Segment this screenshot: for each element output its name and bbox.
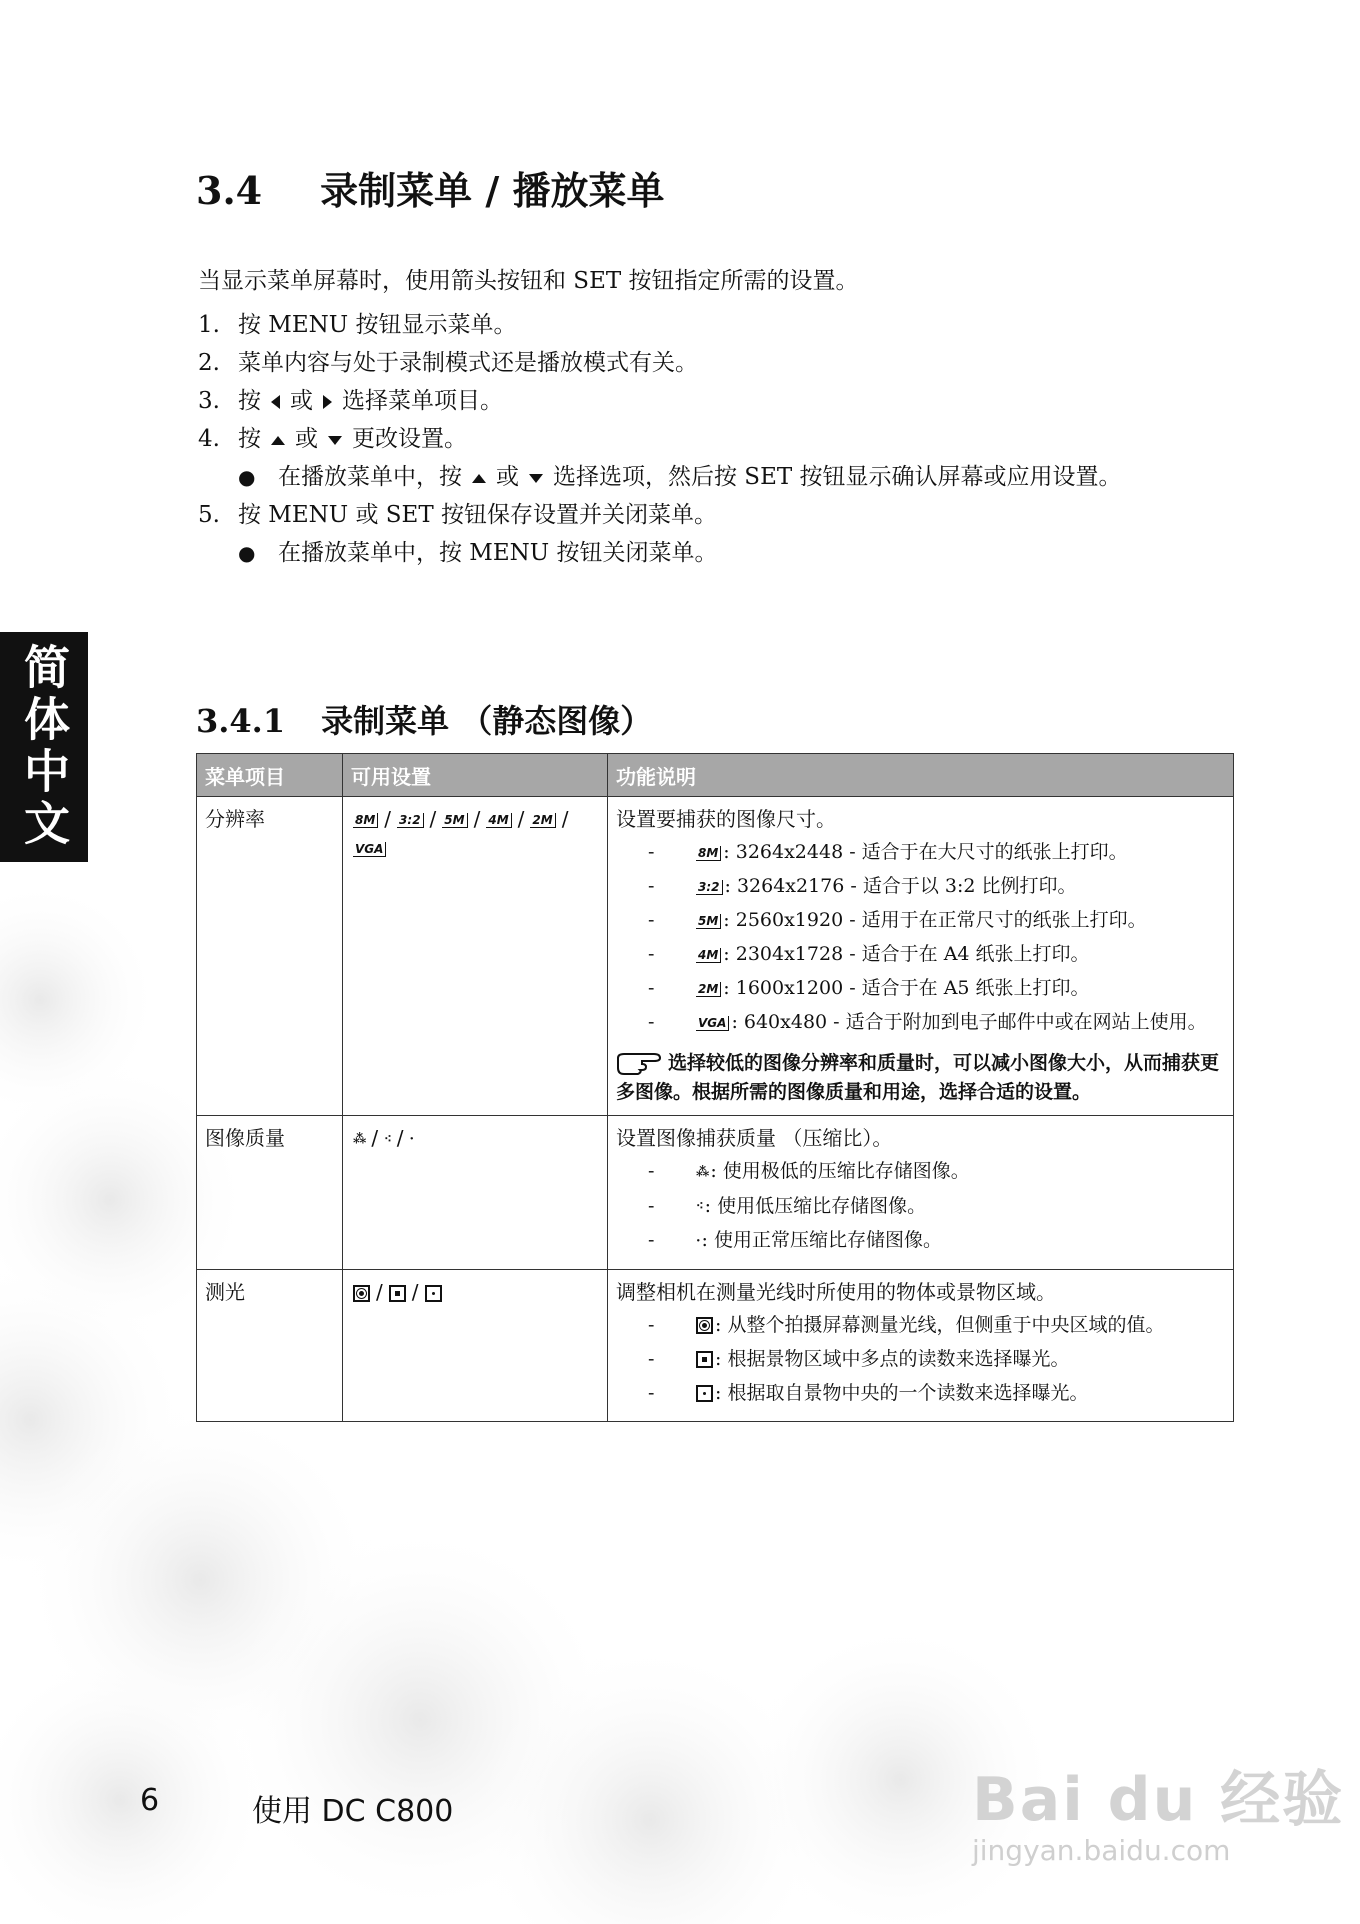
row-settings [343,1116,608,1270]
arrow-up-icon [271,436,285,445]
list-item [616,872,1225,901]
list-item [616,1226,1225,1256]
res-8m-icon: 8M [696,846,721,861]
step-4-bullet [198,458,1238,496]
list-item [616,1345,1225,1374]
step-text: 按 MENU 或 SET 按钮保存设置并关闭菜单。 [238,502,717,528]
footer-title: 使用 DC C800 [252,1794,454,1829]
dash: - [648,1381,655,1404]
step-text: 选择菜单项目。 [342,388,503,414]
step-1 [198,306,1238,344]
table-row-metering [197,1269,1234,1421]
step-text: 或 [496,464,519,490]
step-text: 或 [290,388,313,414]
dash: - [648,1229,655,1251]
menu-table [196,753,1234,1422]
row-settings [343,797,608,1116]
row-desc [608,1269,1234,1421]
table-row-quality [197,1116,1234,1270]
table-row-resolution [197,797,1234,1116]
quality-normal-icon: · [409,1132,413,1147]
res-vga-icon: VGA [696,1016,729,1031]
option-text: : 根据取自景物中央的一个读数来选择曝光。 [715,1381,1089,1404]
arrow-down-icon [529,474,543,483]
res-vga-icon: VGA [353,842,386,857]
dash: - [648,875,655,897]
list-item [616,1311,1225,1340]
section-heading [196,160,664,215]
desc-text: 设置图像捕获质量 （压缩比）。 [616,1126,893,1150]
step-text: 或 [295,426,318,452]
dash: - [648,841,655,863]
metering-center-weighted-icon [353,1285,370,1302]
step-text: 在播放菜单中，按 [278,464,462,490]
note-text: 选择较低的图像分辨率和质量时，可以减小图像大小，从而捕获更多图像。根据所需的图像质量和用途，选择合适的设置。 [616,1052,1220,1103]
option-text: : 根据景物区域中多点的读数来选择曝光。 [715,1347,1070,1370]
option-text: : 2560x1920 - 适用于在正常尺寸的纸张上打印。 [723,909,1147,931]
step-2 [198,344,1238,382]
list-item [616,1192,1225,1222]
list-item [616,940,1225,969]
section-title: 录制菜单 / 播放菜单 [320,169,665,213]
step-number: 2. [198,350,220,376]
dash: - [648,943,655,965]
step-5-bullet [198,534,1238,572]
step-text: 菜单内容与处于录制模式还是播放模式有关。 [238,350,698,376]
row-desc [608,1116,1234,1270]
step-text: 按 MENU 按钮显示菜单。 [238,312,517,338]
option-text: : 使用低压缩比存储图像。 [704,1194,927,1217]
dash: - [648,909,655,931]
subsection-title: 录制菜单 （静态图像） [321,702,653,740]
separator: / [396,1126,404,1150]
arrow-right-icon [323,395,332,409]
pointing-hand-icon [616,1052,662,1076]
step-text: 选择选项，然后按 SET 按钮显示确认屏幕或应用设置。 [553,464,1122,490]
res-2m-icon: 2M [530,813,555,828]
res-5m-icon: 5M [442,813,467,828]
separator: / [384,807,392,831]
desc-text: 调整相机在测量光线时所使用的物体或景物区域。 [616,1279,1056,1304]
header-settings: 可用设置 [343,754,608,797]
separator: / [429,807,437,831]
dash: - [648,977,655,999]
option-list [616,1157,1225,1256]
separator: / [411,1279,419,1304]
option-text: : 2304x1728 - 适合于在 A4 纸张上打印。 [723,943,1090,965]
dash: - [648,1313,655,1336]
metering-center-weighted-icon [696,1317,713,1334]
list-item [616,838,1225,867]
option-text: : 1600x1200 - 适合于在 A5 纸张上打印。 [723,977,1090,999]
quality-super-fine-icon: ⁂ [696,1164,709,1180]
bullet-icon: ● [238,465,256,489]
step-3 [198,382,1238,420]
res-5m-icon: 5M [696,914,721,929]
list-item [616,906,1225,935]
header-item: 菜单项目 [197,754,343,797]
intro-paragraph: 当显示菜单屏幕时，使用箭头按钮和 SET 按钮指定所需的设置。 [198,268,859,294]
quality-fine-icon: ⁖ [384,1132,391,1147]
step-number: 4. [198,426,220,452]
row-label: 图像质量 [197,1116,343,1270]
step-number: 3. [198,388,220,414]
desc-text: 设置要捕获的图像尺寸。 [616,807,836,831]
list-item [616,1379,1225,1408]
note [616,1049,1225,1107]
metering-multi-icon [696,1351,713,1368]
step-4 [198,420,1238,458]
option-text: : 640x480 - 适合于附加到电子邮件中或在网站上使用。 [731,1011,1207,1033]
separator: / [473,807,481,831]
list-item [616,974,1225,1003]
list-item [616,1008,1225,1037]
quality-super-fine-icon: ⁂ [353,1132,366,1147]
metering-spot-icon [425,1285,442,1302]
side-tab-label: 简体中文 [17,643,71,851]
res-8m-icon: 8M [353,813,378,828]
option-text: : 3264x2448 - 适合于在大尺寸的纸张上打印。 [723,841,1128,863]
option-text: : 从整个拍摄屏幕测量光线，但侧重于中央区域的值。 [715,1313,1165,1336]
arrow-down-icon [328,436,342,445]
dash: - [648,1011,655,1033]
step-text: 在播放菜单中，按 MENU 按钮关闭菜单。 [278,540,718,566]
option-text: : 使用正常压缩比存储图像。 [701,1229,942,1251]
dash: - [648,1347,655,1370]
steps-list [198,306,1238,572]
page-number: 6 [140,1783,160,1818]
bullet-icon: ● [238,541,256,565]
res-3-2-icon: 3:2 [696,880,723,895]
dash: - [648,1160,655,1182]
quality-normal-icon: · [696,1233,700,1249]
step-text: 按 [238,426,261,452]
subsection-heading [196,696,652,742]
option-list [616,1311,1225,1408]
step-text: 更改设置。 [352,426,467,452]
step-text: 按 [238,388,261,414]
watermark-logo: Bai du 经验 [972,1765,1345,1835]
metering-multi-icon [389,1285,406,1302]
res-2m-icon: 2M [696,982,721,997]
separator: / [371,1126,379,1150]
res-3-2-icon: 3:2 [397,813,424,828]
option-text: : 使用极低的压缩比存储图像。 [710,1160,970,1182]
option-text: : 3264x2176 - 适合于以 3:2 比例打印。 [724,875,1077,897]
subsection-number: 3.4.1 [196,702,286,740]
quality-fine-icon: ⁖ [696,1199,703,1214]
separator: / [376,1279,383,1304]
separator: / [561,807,569,831]
table-header-row [197,754,1234,797]
res-4m-icon: 4M [696,948,721,963]
watermark-url: jingyan.baidu.com [972,1834,1231,1867]
dash: - [648,1194,655,1217]
arrow-up-icon [472,474,486,483]
row-label: 测光 [197,1269,343,1421]
list-item [616,1157,1225,1187]
step-5 [198,496,1238,534]
header-desc: 功能说明 [608,754,1234,797]
row-desc [608,797,1234,1116]
separator: / [517,807,525,831]
step-number: 1. [198,312,220,338]
row-label: 分辨率 [197,797,343,1116]
metering-spot-icon [696,1385,713,1402]
language-side-tab [0,632,88,862]
row-settings [343,1269,608,1421]
section-number: 3.4 [196,168,263,213]
option-list [616,838,1225,1037]
step-number: 5. [198,502,220,528]
res-4m-icon: 4M [486,813,511,828]
arrow-left-icon [271,395,280,409]
